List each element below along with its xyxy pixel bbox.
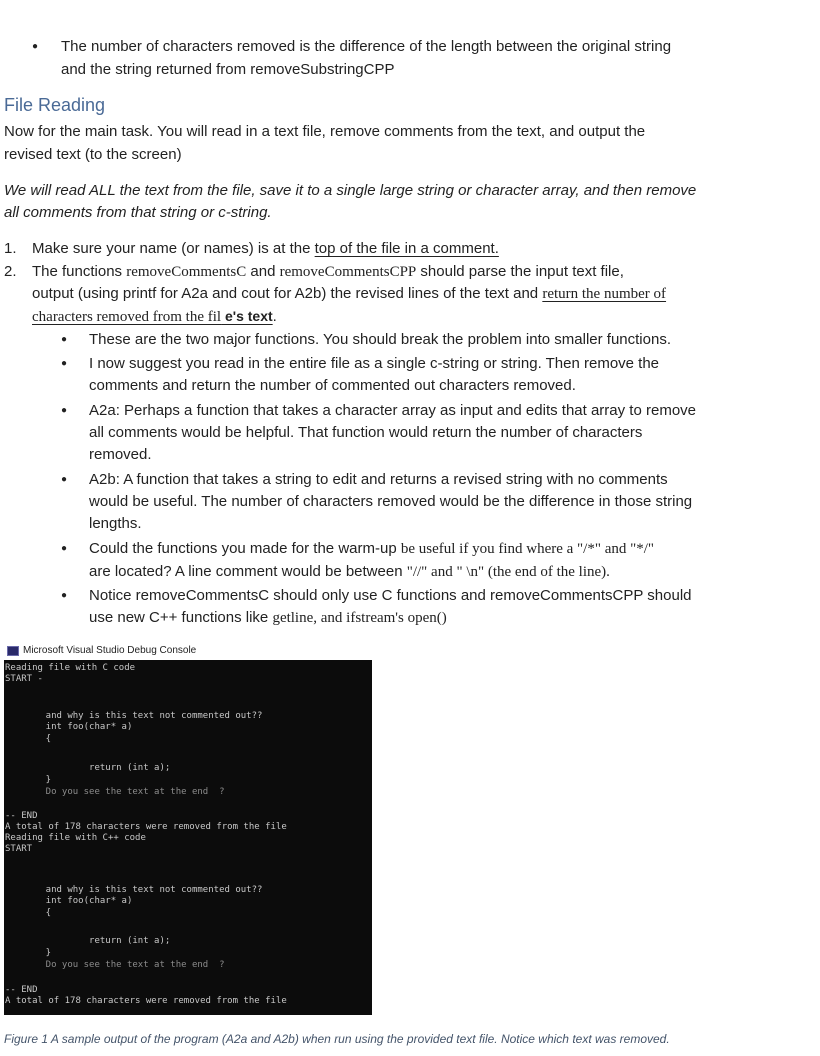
text-run: output (using printf for A2a and cout for A2b) the revised lines of the text and [32,285,543,302]
bullet-marker: ● [60,334,68,345]
section-heading: File Reading [4,95,106,115]
numbered-item-1 [32,238,499,260]
text-run: and [246,263,280,280]
text-run: should parse the input text file, [416,263,624,280]
bullet-marker: ● [60,474,68,485]
console-line: -- END [5,985,38,995]
sub-bullet-4-line3: lengths. [89,515,142,532]
sub-bullet-3-line1: A2a: Perhaps a function that takes a character array as input and edits that array to remove [89,402,697,419]
function-name: removeCommentsC [126,264,247,280]
console-line: -- END [5,811,38,821]
sub-bullet-6-line1: Notice removeCommentsC should only use C functions and removeCommentsCPP should [89,587,692,604]
text-run: The functions [32,263,127,280]
console-title-bar [4,642,372,660]
console-line: and why is this text not commented out?? [24,711,263,721]
sub-bullet-5-line1 [89,538,654,560]
sub-bullet-4-line2: would be useful. The number of characters removed would be the difference in those string [89,493,693,510]
console-line: return (int a); [24,763,171,773]
console-line: } [24,948,52,958]
underlined-text: return the number of [542,286,667,302]
list-number: 2. [4,263,17,280]
console-line: int foo(char* a) [24,722,133,732]
sub-bullet-1: These are the two major functions. You should break the problem into smaller functions. [89,331,671,348]
console-line: Reading file with C++ code [5,833,146,843]
sub-bullet-3-line2: all comments would be helpful. That function would return the number of characters [89,424,643,441]
text-run: use new C++ functions like [89,609,273,626]
sub-bullet-3-line3: removed. [89,446,152,463]
text-run: . [272,308,277,325]
console-line: { [24,734,52,744]
text-run: Could the functions you made for the warm-up [89,540,401,557]
figure-caption: Figure 1 A sample output of the program (A2a and A2b) when run using the provided text file. Notice which text was removed. [4,1032,670,1046]
console-line: and why is this text not commented out?? [24,885,263,895]
numbered-item-1-link: top of the file in a comment. [314,240,499,257]
text-run: "//" and " \n" (the end of the line). [406,564,610,580]
console-line: START - [5,674,43,684]
console-line: Reading file with C code [5,663,136,673]
console-title: Microsoft Visual Studio Debug Console [23,645,197,656]
intro-bullet-line1: The number of characters removed is the difference of the length between the original string [61,38,672,55]
sub-bullet-5-line2 [89,561,610,583]
underlined-text: characters removed from the fil [32,309,222,325]
console-line: { [24,908,52,918]
bold-text: e's text [221,308,273,324]
console-line: START [5,844,33,854]
bullet-marker: ● [60,543,68,554]
numbered-item-2-line1 [32,261,624,283]
console-line: A total of 178 characters were removed from the file [5,996,287,1006]
numbered-item-2-line3 [32,305,277,328]
text-run: be useful if you find where a "/*" and "*/" [400,541,655,557]
console-line: } [24,775,52,785]
sub-bullet-6-line2 [89,607,447,629]
sub-bullet-2-line1: I now suggest you read in the entire file as a single c-string or string. Then remove the [89,355,660,372]
text-run: are located? A line comment would be between [89,563,407,580]
console-line: Do you see the text at the end ? [24,787,225,797]
bullet-marker: ● [60,590,68,601]
function-name: removeCommentsCPP [279,264,417,280]
main-para-line1: Now for the main task. You will read in a text file, remove comments from the text, and output the [4,123,646,140]
list-number: 1. [4,240,17,257]
console-line: return (int a); [24,936,171,946]
main-para-line2: revised text (to the screen) [4,146,182,163]
debug-console-screenshot [4,642,372,1015]
italic-para-line1: We will read ALL the text from the file, save it to a single large string or character array, and then remove [4,182,697,199]
console-line: A total of 178 characters were removed from the file [5,822,287,832]
numbered-item-2-line2 [32,283,666,305]
intro-bullet-line2: and the string returned from removeSubstringCPP [61,61,395,78]
bullet-marker: ● [60,405,68,416]
numbered-item-1-text: Make sure your name (or names) is at the [32,240,315,257]
sub-bullet-4-line1: A2b: A function that takes a string to edit and returns a revised string with no comments [89,471,668,488]
sub-bullet-2-line2: comments and return the number of commented out characters removed. [89,377,576,394]
bullet-marker: ● [31,41,39,52]
bullet-marker: ● [60,358,68,369]
console-line: Do you see the text at the end ? [24,960,225,970]
console-app-icon [7,646,19,656]
console-line: int foo(char* a) [24,896,133,906]
text-run: getline, and ifstream's open() [272,610,447,626]
italic-para-line2: all comments from that string or c-string. [4,204,272,221]
